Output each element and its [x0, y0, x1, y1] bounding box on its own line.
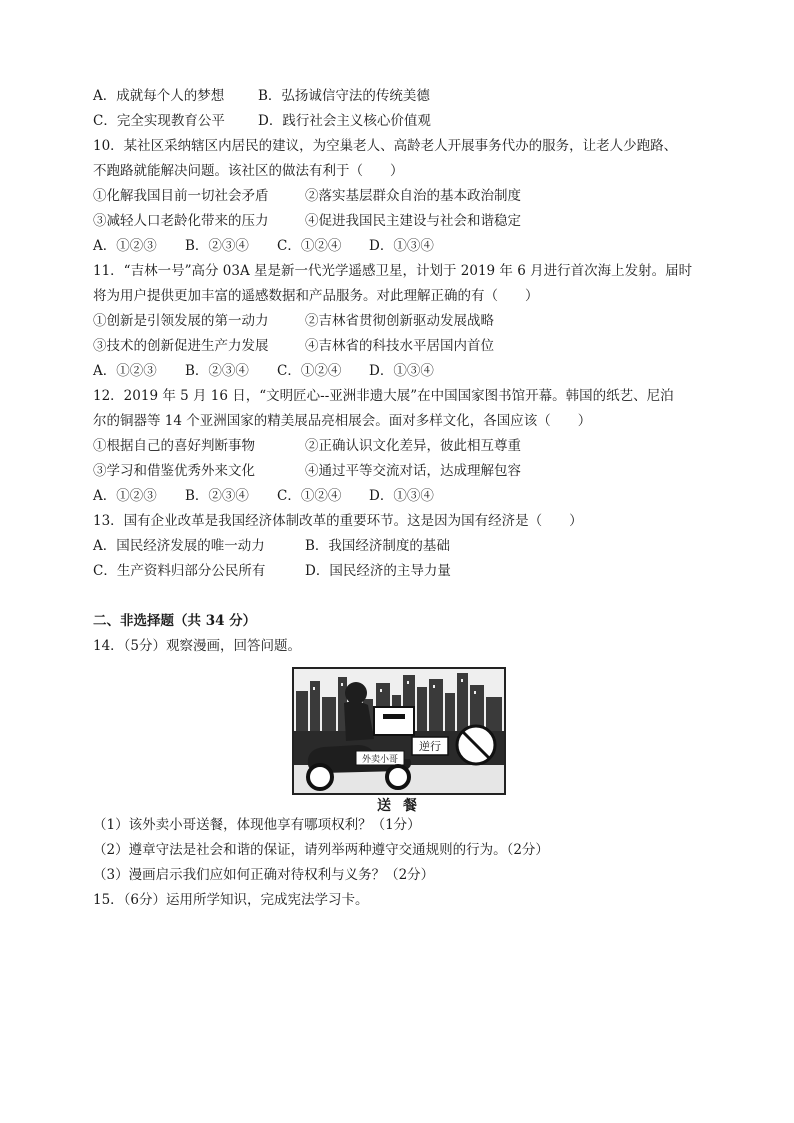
q11-choice-c: C．①②④ — [277, 363, 342, 379]
q10-items-row-1 — [93, 184, 713, 209]
q12-item-1: ①根据自己的喜好判断事物 — [93, 438, 255, 454]
q11-choice-b: B．②③④ — [185, 363, 249, 379]
q11-choices — [93, 359, 713, 384]
q13-option-b: B．我国经济制度的基础 — [305, 538, 450, 554]
q13-options-row-1 — [93, 534, 713, 559]
q10-item-3: ③减轻人口老龄化带来的压力 — [93, 213, 269, 229]
q11-item-3: ③技术的创新促进生产力发展 — [93, 338, 269, 354]
q11-stem-line-2: 将为用户提供更加丰富的遥感数据和产品服务。对此理解正确的有（ ） — [93, 288, 539, 304]
q10-item-4: ④促进我国民主建设与社会和谐稳定 — [305, 213, 521, 229]
q11-item-1: ①创新是引领发展的第一动力 — [93, 313, 269, 329]
q11-item-2: ②吉林省贯彻创新驱动发展战略 — [305, 313, 494, 329]
q14-stem: 14．（5分）观察漫画，回答问题。 — [93, 638, 302, 654]
q10-items-row-2 — [93, 209, 713, 234]
q9-option-d: D．践行社会主义核心价值观 — [258, 113, 431, 129]
q10-choice-c: C．①②④ — [277, 238, 342, 254]
q13-option-c: C．生产资料归部分公民所有 — [93, 563, 266, 579]
q9-options-row-2 — [93, 109, 713, 134]
q13-option-d: D．国民经济的主导力量 — [305, 563, 451, 579]
q9-options-row-1 — [93, 84, 713, 109]
q10-choices — [93, 234, 713, 259]
delivery-box-icon — [374, 707, 414, 735]
q11-items-row-2 — [93, 334, 713, 359]
q12-item-2: ②正确认识文化差异，彼此相互尊重 — [305, 438, 521, 454]
q13-options-row-2 — [93, 559, 713, 584]
q9-option-b: B．弘扬诚信守法的传统美德 — [258, 88, 430, 104]
q12-choices — [93, 484, 713, 509]
q12-choice-a: A．①②③ — [93, 488, 157, 504]
q12-item-3: ③学习和借鉴优秀外来文化 — [93, 463, 255, 479]
q10-stem-line-2: 不跑路就能解决问题。该社区的做法有利于（ ） — [93, 163, 404, 179]
cartoon-caption: 送餐 — [377, 798, 429, 814]
cartoon-image — [292, 667, 506, 795]
q12-stem-line-2: 尔的铜器等 14 个亚洲国家的精美展品亮相展会。面对多样文化，各国应该（ ） — [93, 413, 592, 429]
delivery-cartoon-illustration — [294, 669, 504, 793]
section-spacer — [93, 584, 713, 609]
q9-option-c: C．完全实现教育公平 — [93, 113, 225, 129]
q9-option-a: A．成就每个人的梦想 — [93, 88, 225, 104]
q12-stem-line-1: 12．2019 年 5 月 16 日，“文明匠心--亚洲非遗大展”在中国国家图书馆开幕。韩国的纸艺、尼泊 — [93, 388, 674, 404]
q14-figure — [93, 667, 713, 814]
rear-wheel-icon — [387, 766, 409, 788]
q13-option-a: A．国民经济发展的唯一动力 — [93, 538, 265, 554]
q13-stem: 13．国有企业改革是我国经济体制改革的重要环节。这是因为国有经济是（ ） — [93, 513, 583, 529]
q12-items-row-1 — [93, 434, 713, 459]
q10-item-1: ①化解我国目前一切社会矛盾 — [93, 188, 269, 204]
q10-item-2: ②落实基层群众自治的基本政治制度 — [305, 188, 521, 204]
q10-choice-d: D．①③④ — [369, 238, 434, 254]
front-wheel-icon — [308, 765, 332, 789]
q12-items-row-2 — [93, 459, 713, 484]
q12-choice-b: B．②③④ — [185, 488, 249, 504]
q10-stem-line-1: 10．某社区采纳辖区内居民的建议，为空巢老人、高龄老人开展事务代办的服务，让老人少跑路、 — [93, 138, 678, 154]
wrong-way-label: 逆行 — [419, 740, 441, 753]
q14-sub-question-3: （3）漫画启示我们应如何正确对待权利与义务？（2分） — [93, 867, 435, 883]
q14-sub-question-1: （1）该外卖小哥送餐，体现他享有哪项权利？（1分） — [93, 817, 421, 833]
q14-sub-question-2: （2）遵章守法是社会和谐的保证，请列举两种遵守交通规则的行为。（2分） — [93, 842, 549, 858]
q12-item-4: ④通过平等交流对话，达成理解包容 — [305, 463, 521, 479]
section-2-title: 二、非选择题（共 34 分） — [93, 613, 257, 629]
q10-choice-b: B．②③④ — [185, 238, 249, 254]
q11-items-row-1 — [93, 309, 713, 334]
rider-helmet-icon — [345, 682, 367, 704]
q11-item-4: ④吉林省的科技水平居国内首位 — [305, 338, 494, 354]
q11-choice-d: D．①③④ — [369, 363, 434, 379]
q11-stem-line-1: 11．“吉林一号”高分 03A 星是新一代光学遥感卫星，计划于 2019 年 6 月进行首次海上发射。届时 — [93, 263, 693, 279]
q10-choice-a: A．①②③ — [93, 238, 157, 254]
q12-choice-c: C．①②④ — [277, 488, 342, 504]
q15-stem: 15．（6分）运用所学知识，完成宪法学习卡。 — [93, 892, 369, 908]
q11-choice-a: A．①②③ — [93, 363, 157, 379]
exam-page — [93, 84, 713, 913]
q12-choice-d: D．①③④ — [369, 488, 434, 504]
delivery-person-label: 外卖小哥 — [361, 755, 399, 765]
